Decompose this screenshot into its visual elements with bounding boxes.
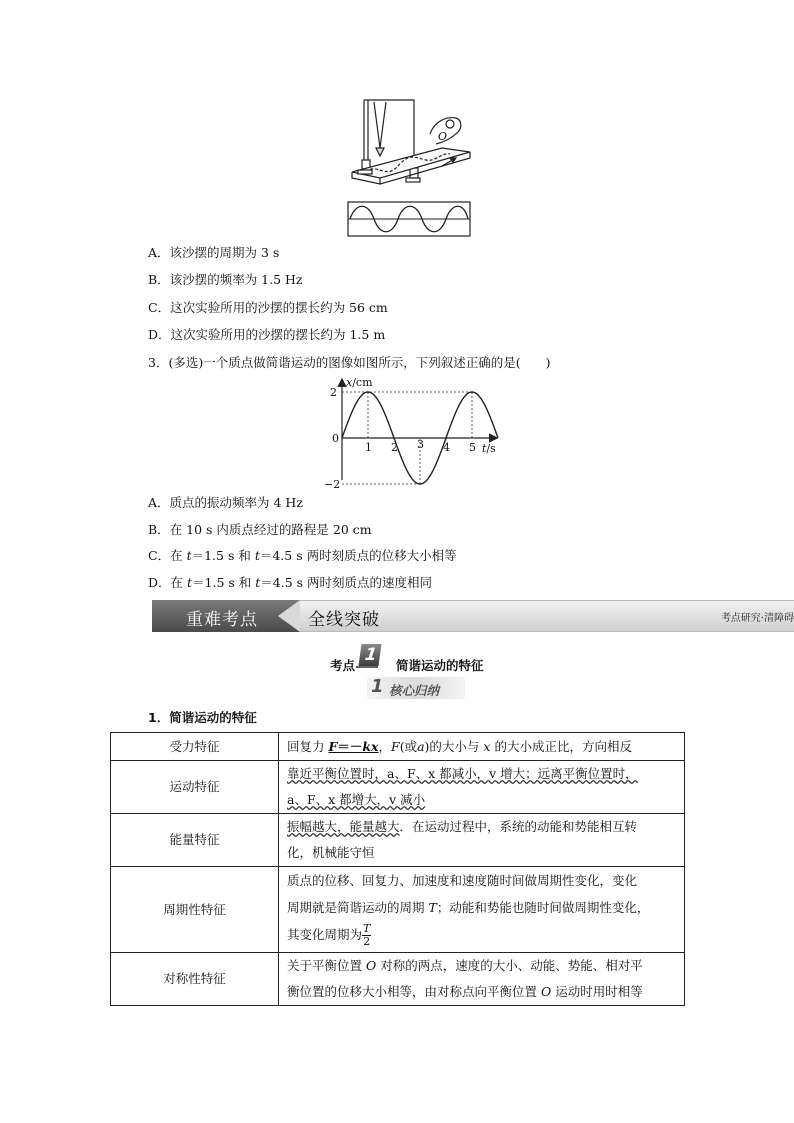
table-row <box>111 761 685 814</box>
option-letter: D． <box>148 327 171 342</box>
banner-right-title: 全线突破 <box>308 610 380 630</box>
cell-text: 对称的两点，速度的大小、动能、势能、相对平 <box>376 958 643 973</box>
q3-option-d <box>148 575 432 591</box>
sand-pendulum-figure <box>346 92 476 240</box>
option-text: 质点的振动频率为 4 Hz <box>169 495 303 510</box>
option-letter: B． <box>148 522 170 537</box>
kaodian-heading <box>330 644 530 673</box>
option-letter: B． <box>148 272 170 287</box>
cell-line: 靠近平衡位置时，a、F、x 都减小，v 增大；远离平衡位置时， <box>287 766 638 781</box>
cell-text: (或 <box>399 738 418 754</box>
row-body <box>279 761 685 814</box>
cell-text: 关于平衡位置 <box>287 958 366 973</box>
var-t: t <box>255 575 261 590</box>
row-head: 运动特征 <box>111 761 279 814</box>
q2-option-a <box>148 245 279 261</box>
option-letter: A． <box>148 495 170 510</box>
y-axis-label <box>346 376 373 389</box>
q2-option-b <box>148 272 303 288</box>
formula-eq: ＝－ <box>337 738 363 754</box>
features-table <box>110 732 685 1006</box>
x-tick-label: 4 <box>443 441 450 454</box>
row-body <box>279 814 685 867</box>
option-text: 这次实验所用的沙摆的摆长约为 1.5 m <box>170 327 386 342</box>
row-body <box>279 733 685 761</box>
y-label-var: x <box>346 376 353 389</box>
option-letter: D． <box>148 575 171 590</box>
cell-text: 的大小成正比，方向相反 <box>490 738 632 754</box>
x-tick-label: 2 <box>391 441 398 454</box>
section-title: 简谐运动的特征 <box>396 658 484 673</box>
banner-left-title: 重难考点 <box>186 610 258 630</box>
question-text: (多选)一个质点做简谐运动的图像如图所示，下列叙述正确的是( ) <box>168 355 551 370</box>
cell-emphasis: 振幅越大，能量越大 <box>287 819 400 834</box>
table-row <box>111 867 685 953</box>
var-t: t <box>187 575 193 590</box>
origin-label: 0 <box>332 432 339 445</box>
row-head: 受力特征 <box>111 733 279 761</box>
q2-option-d <box>148 327 385 343</box>
table-row <box>111 814 685 867</box>
option-letter: C． <box>148 548 171 563</box>
kaodian-number-badge <box>358 644 381 666</box>
option-text: 这次实验所用的沙摆的摆长约为 56 cm <box>170 300 388 315</box>
cell-text: 周期就是简谐运动的周期 <box>287 900 429 915</box>
option-text: ＝1.5 s 和 <box>191 548 255 563</box>
fraction-t-over-2 <box>362 923 371 948</box>
option-text: 该沙摆的周期为 3 s <box>169 245 280 260</box>
y-label-unit: /cm <box>352 376 373 389</box>
var-T: T <box>428 900 437 915</box>
var-f: F <box>391 738 400 754</box>
banner-tag: 考点研究·清障碍 <box>720 613 794 624</box>
var-O: O <box>365 958 377 973</box>
displacement-time-graph <box>318 374 502 491</box>
table-row <box>111 733 685 761</box>
x-label-var: t <box>482 442 487 455</box>
var-x: x <box>483 738 491 754</box>
row-head: 周期性特征 <box>111 867 279 953</box>
q3-option-b <box>148 522 372 538</box>
row-body <box>279 953 685 1006</box>
fraction-numerator: T <box>363 922 371 935</box>
q3-option-a <box>148 495 303 511</box>
cell-text: ．在运动过程中，系统的动能和势能相互转 <box>399 819 638 834</box>
y-tick-label: 2 <box>330 386 337 399</box>
cell-text: 衡位置的位移大小相等，由对称点向平衡位置 <box>287 984 541 999</box>
banner-wedge <box>278 600 300 632</box>
cell-line: 化，机械能守恒 <box>287 845 375 860</box>
fraction-denominator: 2 <box>363 935 371 948</box>
option-letter: C． <box>148 300 171 315</box>
row-body <box>279 867 685 953</box>
kaodian-label: 考点 <box>330 658 356 673</box>
row-head: 能量特征 <box>111 814 279 867</box>
cell-text: 回复力 <box>287 738 329 754</box>
question-number: 3． <box>148 355 169 370</box>
x-tick-label: 1 <box>365 441 372 454</box>
var-O: O <box>540 984 552 999</box>
var-t: t <box>254 548 260 563</box>
x-label-unit: /s <box>486 442 496 455</box>
row-head: 对称性特征 <box>111 953 279 1006</box>
y-tick-label: −2 <box>324 478 341 491</box>
option-text: ＝1.5 s 和 <box>192 575 256 590</box>
sub-number: 1 <box>371 676 384 697</box>
table-row <box>111 953 685 1006</box>
option-letter: A． <box>148 245 170 260</box>
q3-stem <box>148 355 550 371</box>
cell-text: 其变化周期为 <box>287 927 363 942</box>
cell-text: ；动能和势能也随时间做周期性变化， <box>436 900 650 915</box>
q3-option-c <box>148 548 457 564</box>
x-tick-label: 3 <box>417 438 424 451</box>
cell-text: )的大小与 <box>424 738 484 754</box>
cell-text: 运动时用时相等 <box>551 984 643 999</box>
option-text: 在 <box>170 548 187 563</box>
kaodian-number: 1 <box>363 645 379 665</box>
kaodian-underline <box>356 666 378 668</box>
formula-f: F <box>328 738 338 754</box>
var-a: a <box>417 738 425 754</box>
option-text: ＝4.5 s 两时刻质点的速度相同 <box>260 575 433 590</box>
option-text: 该沙摆的频率为 1.5 Hz <box>169 272 303 287</box>
origin-o-label: O <box>438 130 448 143</box>
formula-kx: kx <box>362 738 379 754</box>
option-text: 在 10 s 内质点经过的路程是 20 cm <box>169 522 372 537</box>
x-axis-label <box>482 442 496 455</box>
var-t: t <box>186 548 192 563</box>
option-text: ＝4.5 s 两时刻质点的位移大小相等 <box>259 548 457 563</box>
cell-line: 质点的位移、回复力、加速度和速度随时间做周期性变化，变化 <box>287 873 638 888</box>
q2-option-c <box>148 300 388 316</box>
list-heading: 1．简谐运动的特征 <box>148 710 257 725</box>
cell-text: ， <box>378 738 392 754</box>
sub-title: 核心归纳 <box>389 683 440 698</box>
option-text: 在 <box>170 575 188 590</box>
x-tick-label: 5 <box>469 441 476 454</box>
cell-line: a、F、x 都增大，v 减小 <box>287 792 426 807</box>
core-summary-heading <box>367 677 465 699</box>
section-banner <box>152 600 794 632</box>
